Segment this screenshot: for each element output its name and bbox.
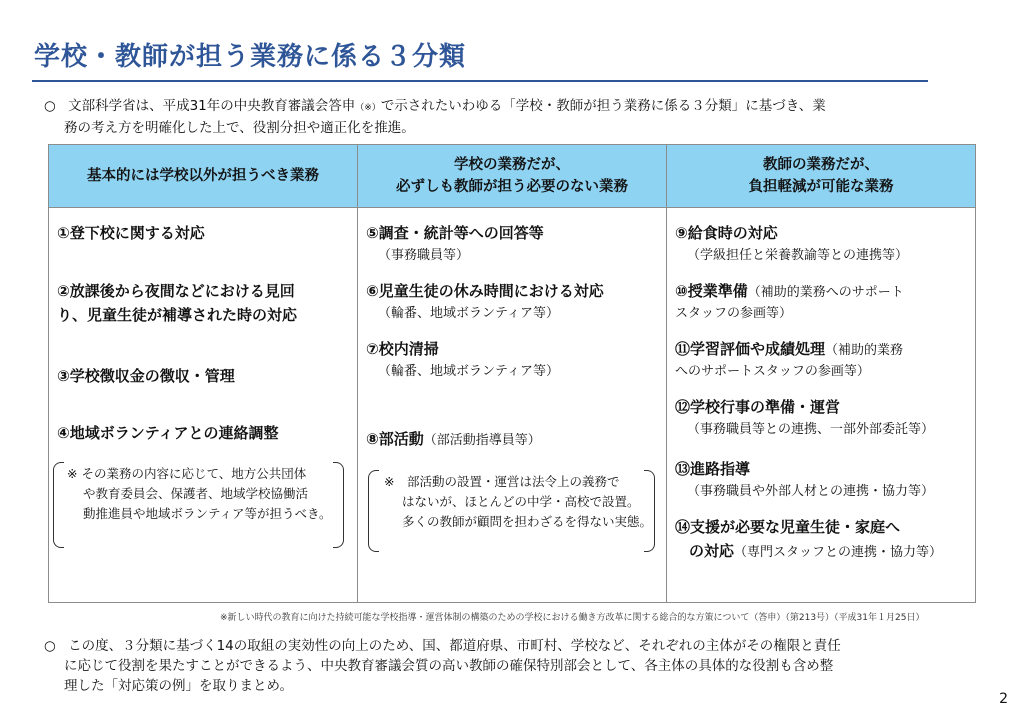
item-3: ③学校徴収金の徴収・管理 bbox=[57, 367, 235, 385]
note-bracket-left bbox=[368, 470, 379, 552]
item-10-detail-b: スタッフの参画等） bbox=[675, 306, 793, 321]
note-bracket-right bbox=[333, 462, 344, 548]
item-11-detail-a: （補助的業務 bbox=[825, 343, 904, 358]
outro-line-2: に応じて役割を果たすことができるよう、中央教育審議会質の高い教師の確保特別部会として、各主体の具体的な役割も含め整 bbox=[64, 658, 834, 674]
item-8 bbox=[366, 428, 541, 452]
intro-paragraph bbox=[44, 96, 944, 138]
col1-note-line-2: や教育委員会、保護者、地域学校協働活 bbox=[83, 486, 309, 501]
item-14-label-end: の対応 bbox=[689, 542, 735, 560]
item-10 bbox=[675, 280, 904, 304]
column-header-1-line-1: 基本的には学校以外が担うべき業務 bbox=[87, 168, 319, 184]
item-11 bbox=[675, 338, 903, 362]
item-8-detail: （部活動指導員等） bbox=[423, 433, 541, 448]
item-10-label: ⑩授業準備 bbox=[675, 282, 748, 300]
item-7: ⑦校内清掃 bbox=[366, 340, 439, 358]
item-6: ⑥児童生徒の休み時間における対応 bbox=[366, 282, 604, 300]
intro-bullet: ○ bbox=[44, 98, 56, 114]
source-footnote: ※新しい時代の教育に向けた持続可能な学校指導・運営体制の構築のための学校における働き方改革に関する総合的な方策について（答申）（第213号）（平成31年１月25日） bbox=[220, 613, 925, 623]
column-1-body bbox=[49, 208, 358, 603]
item-13: ⑬進路指導 bbox=[675, 460, 751, 478]
page-title: 学校・教師が担う業務に係る３分類 bbox=[34, 42, 467, 72]
column-header-3 bbox=[667, 145, 976, 208]
item-2-line-2: り、児童生徒が補導された時の対応 bbox=[57, 306, 298, 324]
item-13-detail: （事務職員や外部人材との連携・協力等） bbox=[687, 484, 935, 499]
page-number: 2 bbox=[999, 691, 1008, 707]
column-header-1 bbox=[49, 145, 358, 208]
item-8-label: ⑧部活動 bbox=[366, 430, 424, 448]
outro-bullet: ○ bbox=[44, 638, 56, 654]
title-underline bbox=[32, 80, 928, 82]
column-3-body bbox=[667, 208, 976, 603]
intro-line-2: 務の考え方を明確化した上で、役割分担や適正化を推進。 bbox=[64, 120, 415, 136]
item-5-detail: （事務職員等） bbox=[378, 248, 470, 263]
column-header-2-line-1: 学校の業務だが、 bbox=[454, 157, 570, 173]
intro-text-b: で示されたいわゆる「学校・教師が担う業務に係る３分類」に基づき、業 bbox=[380, 98, 826, 114]
col1-note-line-1: ※ その業務の内容に応じて、地方公共団体 bbox=[67, 466, 307, 481]
three-category-table bbox=[48, 144, 976, 603]
outro-line-1 bbox=[44, 636, 974, 656]
column-2-body bbox=[358, 208, 667, 603]
column-header-3-line-1: 教師の業務だが、 bbox=[763, 157, 879, 173]
item-14-line-2 bbox=[689, 540, 942, 564]
item-11-label: ⑪学習評価や成績処理 bbox=[675, 340, 826, 358]
intro-line-1 bbox=[44, 96, 944, 118]
col2-note-line-1: ※ 部活動の設置・運営は法令上の義務で bbox=[384, 474, 620, 489]
item-7-detail: （輪番、地域ボランティア等） bbox=[378, 364, 559, 379]
item-9: ⑨給食時の対応 bbox=[675, 224, 778, 242]
item-14-line-1: ⑭支援が必要な児童生徒・家庭へ bbox=[675, 518, 901, 536]
item-2-line-1: ②放課後から夜間などにおける見回 bbox=[57, 282, 295, 300]
item-10-detail-a: （補助的業務へのサポート bbox=[747, 285, 904, 300]
item-12-detail: （事務職員等との連携、一部外部委託等） bbox=[687, 422, 935, 437]
note-bracket-left bbox=[53, 462, 64, 548]
col2-note-line-3: 多くの教師が顧問を担わざるを得ない実態。 bbox=[402, 514, 653, 529]
outro-paragraph bbox=[44, 636, 974, 696]
item-1: ①登下校に関する対応 bbox=[57, 224, 205, 242]
col1-note-line-3: 動推進員や地域ボランティア等が担うべき。 bbox=[83, 506, 332, 521]
item-11-detail-b: へのサポートスタッフの参画等） bbox=[675, 364, 870, 379]
intro-note-mark: （※） bbox=[355, 103, 381, 113]
item-5: ⑤調査・統計等への回答等 bbox=[366, 224, 544, 242]
column-header-2 bbox=[358, 145, 667, 208]
item-9-detail: （学級担任と栄養教諭等との連携等） bbox=[687, 248, 909, 263]
outro-line-3: 理した「対応策の例」を取りまとめ。 bbox=[64, 678, 293, 694]
item-4: ④地域ボランティアとの連絡調整 bbox=[57, 424, 279, 442]
col2-note-line-2: はないが、ほとんどの中学・高校で設置。 bbox=[402, 494, 640, 509]
column-header-3-line-2: 負担軽減が可能な業務 bbox=[748, 179, 894, 195]
outro-text-1: この度、３分類に基づく14の取組の実効性の向上のため、国、都道府県、市町村、学校など、それぞれの主体がその権限と責任 bbox=[68, 638, 841, 654]
intro-text-a: 文部科学省は、平成31年の中央教育審議会答申 bbox=[68, 98, 356, 114]
item-6-detail: （輪番、地域ボランティア等） bbox=[378, 306, 559, 321]
column-header-2-line-2: 必ずしも教師が担う必要のない業務 bbox=[396, 179, 628, 195]
item-14-detail: （専門スタッフとの連携・協力等） bbox=[734, 545, 943, 560]
note-bracket-right bbox=[644, 470, 655, 552]
item-12: ⑫学校行事の準備・運営 bbox=[675, 398, 841, 416]
